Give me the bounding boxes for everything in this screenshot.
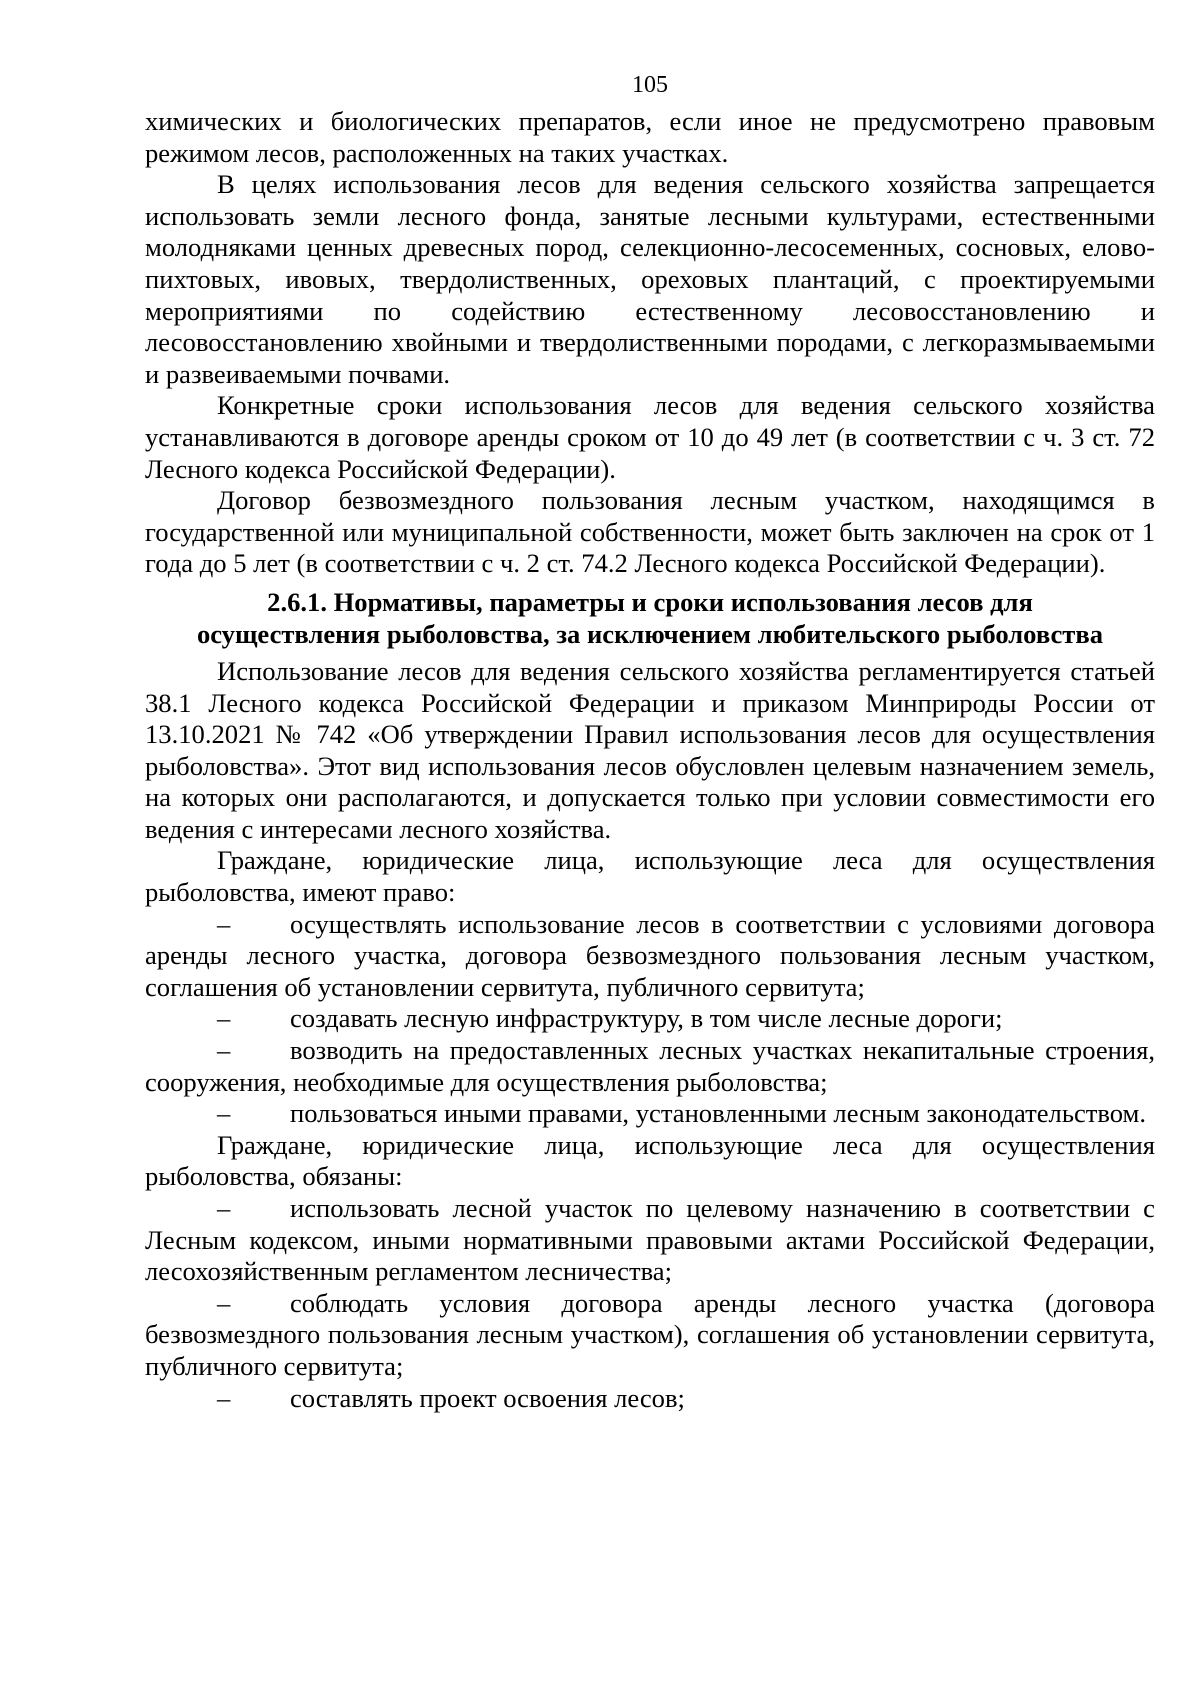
- list-item: [145, 1383, 1155, 1415]
- list-item-text: создавать лесную инфраструктуру, в том числе лесные дороги;: [290, 1003, 1003, 1034]
- paragraph-continuation: химических и биологических препаратов, если иное не предусмотрено правовым режимом лесов, расположенных на таких участках.: [145, 106, 1155, 168]
- list-item: [145, 1288, 1155, 1383]
- paragraph-lease-terms: Конкретные сроки использования лесов для ведения сельского хозяйства устанавливаются в договоре аренды сроком от 10 до 49 лет (в соответствии с ч. 3 ст. 72 Лесного кодекса Российской Федерации).: [145, 390, 1155, 484]
- paragraph-rights-intro: Граждане, юридические лица, использующие леса для осуществления рыболовства, имеют право:: [145, 845, 1155, 908]
- list-item: [145, 1193, 1155, 1288]
- section-heading-line-2: осуществления рыболовства, за исключением любительского рыболовства: [196, 618, 1104, 649]
- list-item: [145, 1003, 1155, 1035]
- paragraph-prohibition: В целях использования лесов для ведения сельского хозяйства запрещается использовать земли лесного фонда, занятые лесными культурами, естественными молодняками ценных древесных пород, селекционно-лесосеменных, сосновых, елово-пихтовых, ивовых, твердолиственных, ореховых плантаций, с проектируемыми мероприятиями по содействию естественному лесовосстановлению и лесовосстановлению хвойными и твердолиственными породами, с легкоразмываемыми и развеиваемыми почвами.: [145, 169, 1155, 389]
- list-item-text: возводить на предоставленных лесных участках некапитальные строения, сооружения, необходимые для осуществления рыболовства;: [145, 1035, 1155, 1097]
- list-item-text: соблюдать условия договора аренды лесного участка (договора безвозмездного пользования лесным участком), соглашения об установлении сервитута, публичного сервитута;: [145, 1287, 1155, 1381]
- paragraph-duties-intro: Граждане, юридические лица, использующие леса для осуществления рыболовства, обязаны:: [145, 1129, 1155, 1192]
- dash-marker: –: [217, 1287, 231, 1318]
- section-heading: [145, 586, 1155, 650]
- list-item-text: использовать лесной участок по целевому назначению в соответствии с Лесным кодексом, иными нормативными правовыми актами Российской Федерации, лесохозяйственным регламентом лесничества;: [145, 1193, 1155, 1287]
- list-item-text: осуществлять использование лесов в соответствии с условиями договора аренды лесного участка, договора безвозмездного пользования лесным участком, соглашения об установлении сервитута, публичного сервитута;: [145, 908, 1155, 1002]
- list-item-text: пользоваться иными правами, установленными лесным законодательством.: [290, 1098, 1147, 1129]
- dash-marker: –: [217, 908, 231, 939]
- dash-marker: –: [217, 1098, 231, 1129]
- list-item: [145, 909, 1155, 1004]
- dash-marker: –: [217, 1003, 231, 1034]
- dash-marker: –: [217, 1382, 231, 1413]
- paragraph-free-use-contract: Договор безвозмездного пользования лесным участком, находящимся в государственной или муниципальной собственности, может быть заключен на срок от 1 года до 5 лет (в соответствии с ч. 2 ст. 74.2 Лесного кодекса Российской Федерации).: [145, 485, 1155, 579]
- list-item: [145, 1098, 1155, 1130]
- dash-marker: –: [217, 1193, 231, 1223]
- page-number: 105: [632, 72, 668, 98]
- dash-marker: –: [217, 1035, 231, 1066]
- document-page: [145, 70, 1155, 1414]
- section-heading-line-1: 2.6.1. Нормативы, параметры и сроки использования лесов для: [267, 586, 1033, 617]
- list-item: [145, 1035, 1155, 1098]
- list-item-text: составлять проект освоения лесов;: [290, 1382, 685, 1413]
- paragraph-regulation: Использование лесов для ведения сельского хозяйства регламентируется статьей 38.1 Лесного кодекса Российской Федерации и приказом Минприроды России от 13.10.2021 № 742 «Об утверждении Правил использования лесов для осуществления рыболовства». Этот вид использования лесов обусловлен целевым назначением земель, на которых они располагаются, и допускается только при условии совместимости его ведения с интересами лесного хозяйства.: [145, 655, 1155, 844]
